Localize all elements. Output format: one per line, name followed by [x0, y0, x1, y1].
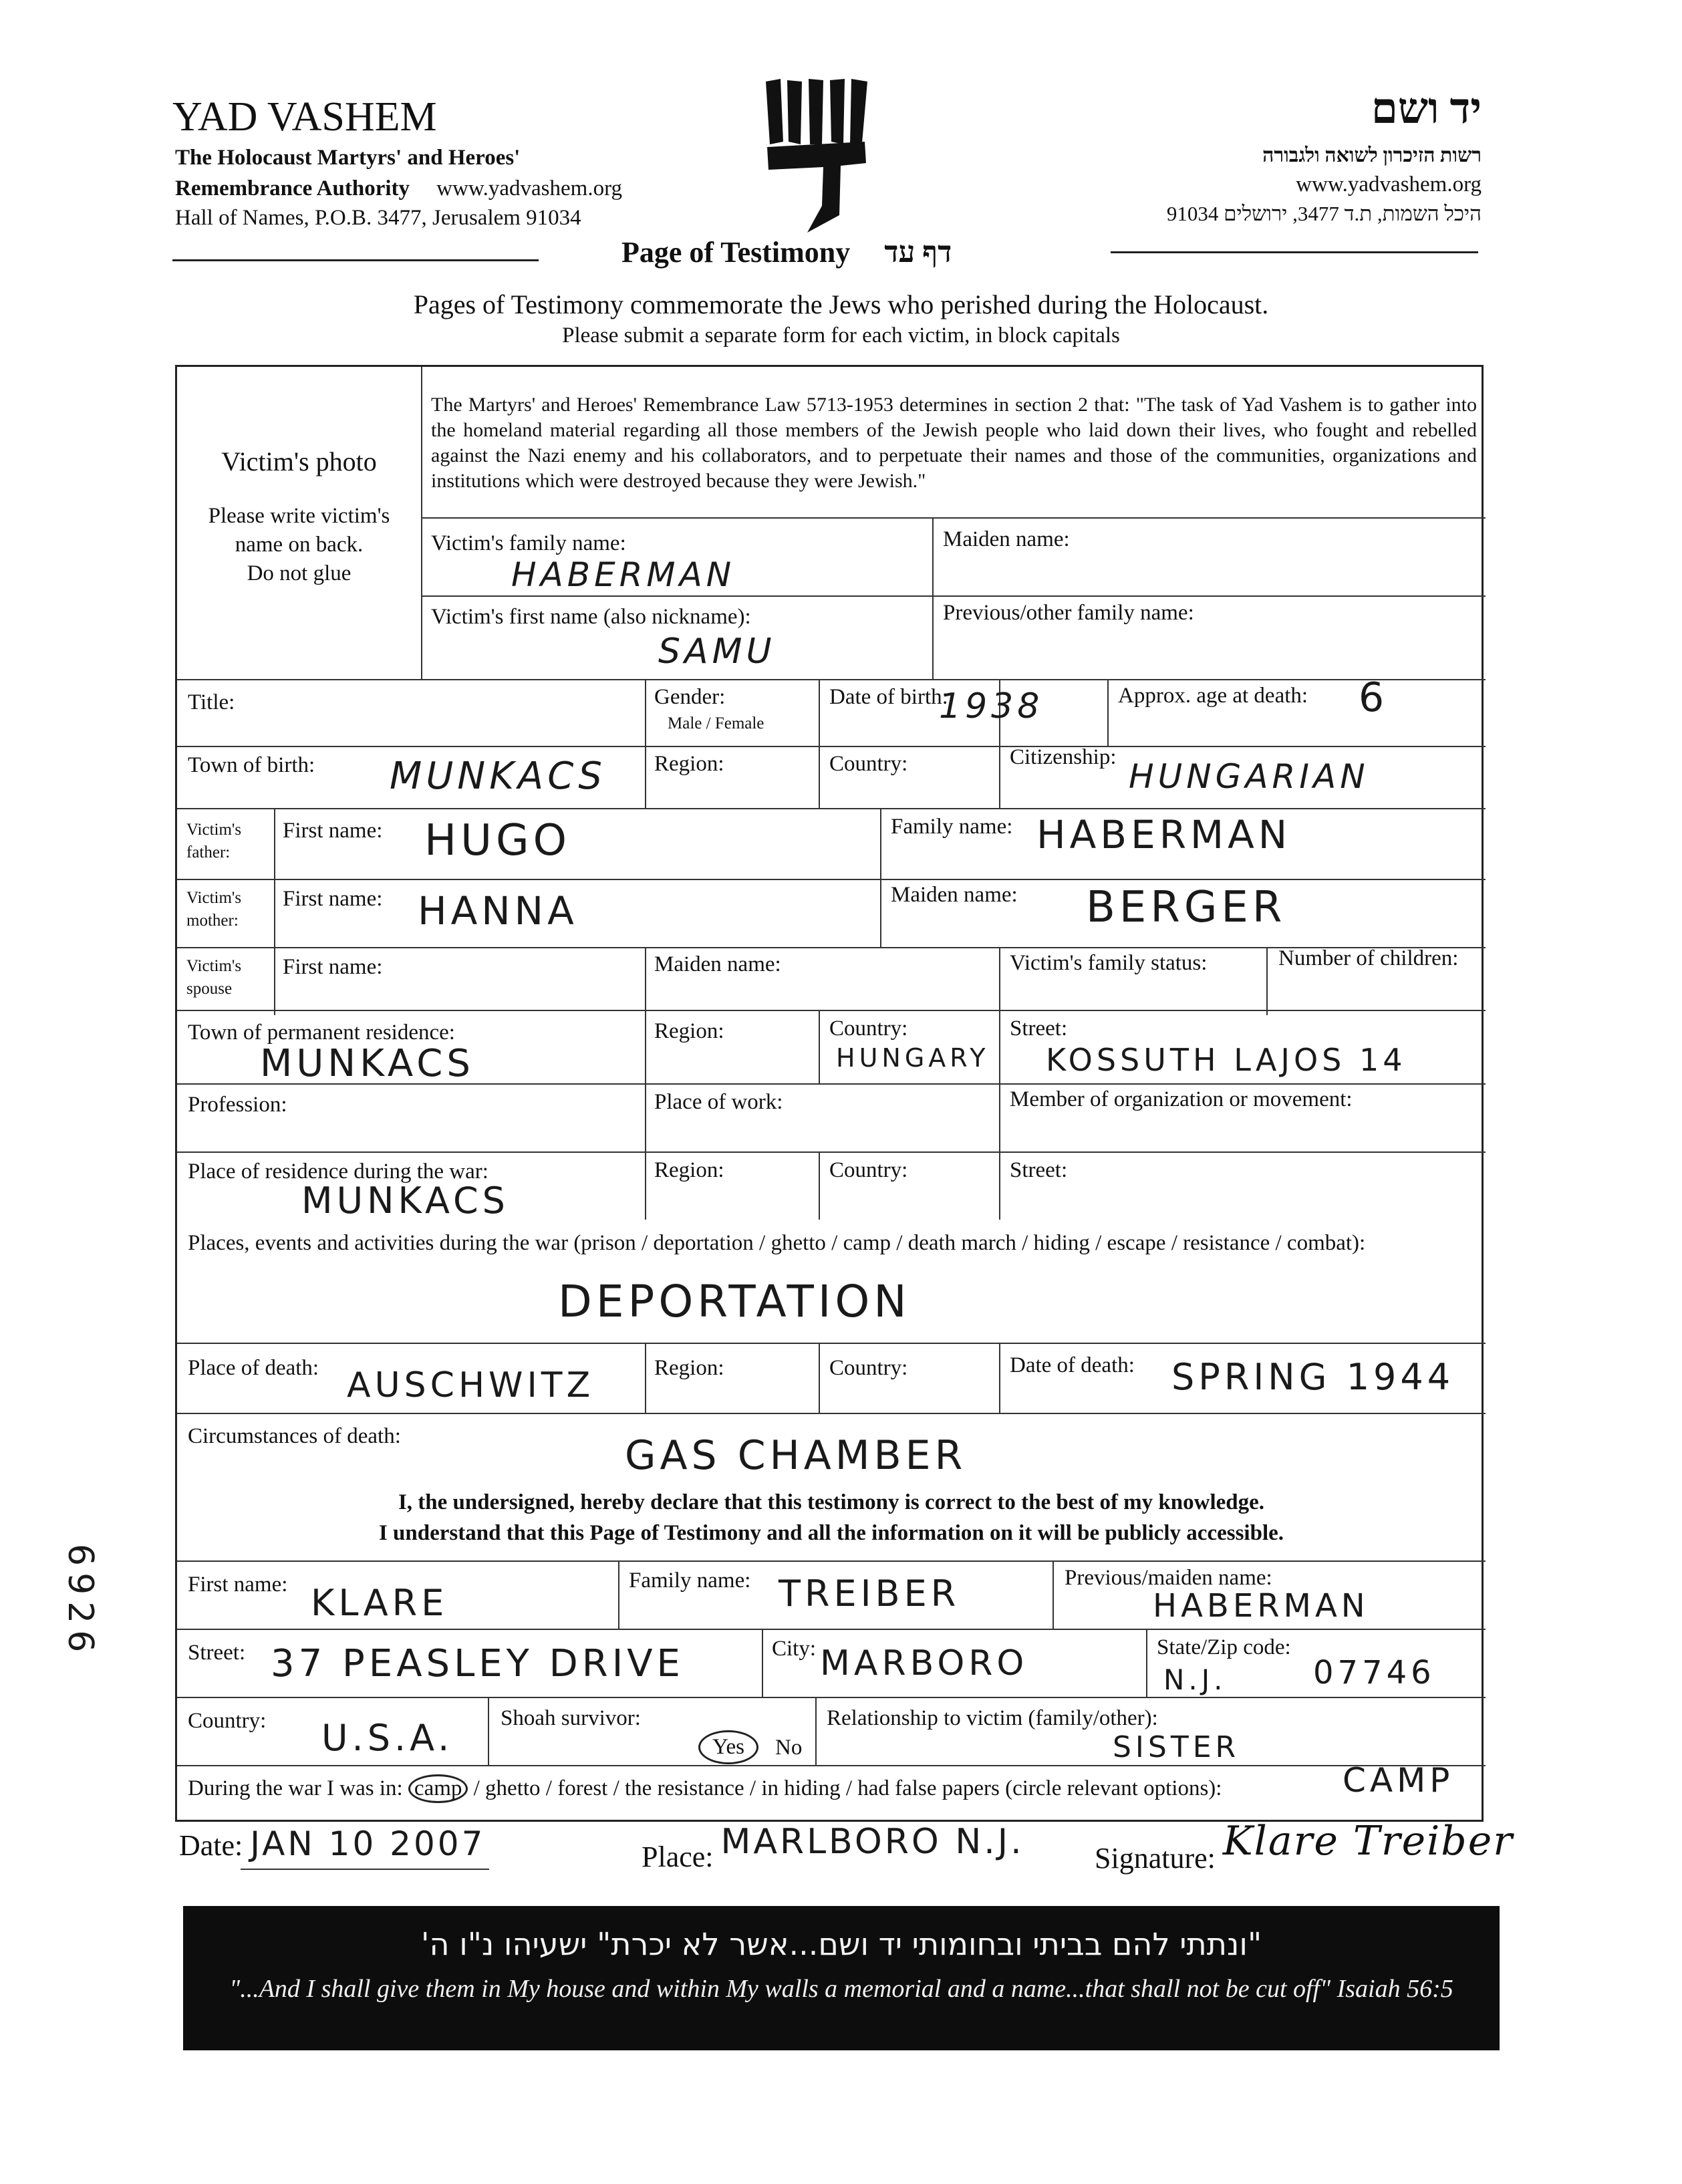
victim-family-name-value[interactable]: HABERMAN: [511, 555, 736, 594]
address-en: Hall of Names, P.O.B. 3477, Jerusalem 91034: [175, 206, 581, 230]
page-title: [621, 235, 952, 269]
camp-option[interactable]: camp: [408, 1774, 468, 1803]
gender-options: Male / Female: [668, 714, 764, 732]
age-value[interactable]: 6: [1359, 674, 1389, 721]
residence-street-label: Street:: [1010, 1016, 1068, 1041]
father-row-label: Victim's father:: [186, 821, 242, 861]
relation-value[interactable]: SISTER: [1113, 1730, 1240, 1764]
submitter-zip-value[interactable]: 07746: [1313, 1654, 1435, 1691]
yad-vashem-logo: [760, 75, 874, 235]
birth-region-label: Region:: [654, 752, 724, 776]
during-war-row: [188, 1774, 1222, 1803]
submitter-first-value[interactable]: KLARE: [311, 1582, 448, 1624]
date-label: Date:: [179, 1829, 243, 1862]
death-circ-value[interactable]: GAS CHAMBER: [625, 1432, 967, 1479]
victim-family-name-label: Victim's family name:: [431, 531, 626, 555]
father-family-label: Family name:: [891, 815, 1013, 839]
mother-first-value[interactable]: HANNA: [418, 888, 578, 934]
war-region-label: Region:: [654, 1158, 724, 1182]
mother-first-label: First name:: [283, 887, 383, 911]
war-residence-label: Place of residence during the war:: [188, 1159, 488, 1184]
submitter-street-value[interactable]: 37 PEASLEY DRIVE: [271, 1642, 684, 1685]
town-birth-value[interactable]: MUNKACS: [390, 755, 606, 798]
residence-region-label: Region:: [654, 1019, 724, 1043]
quote-hebrew: "ונתתי להם בביתי ובחומותי יד ושם...אשר לא יכרת" ישעיהו נ"ו ה': [420, 1926, 1262, 1962]
place-of-work-label: Place of work:: [654, 1090, 783, 1114]
submitter-first-label: First name:: [188, 1573, 288, 1597]
dob-label: Date of birth:: [829, 685, 948, 709]
page-title-he: דף עד: [884, 236, 952, 269]
mother-row-label: Victim's mother:: [186, 889, 242, 930]
dob-value[interactable]: 1938: [939, 686, 1044, 726]
death-country-label: Country:: [829, 1356, 908, 1380]
subtitle: Pages of Testimony commemorate the Jews who perished during the Holocaust.: [413, 289, 1269, 319]
spouse-first-label: First name:: [283, 955, 383, 979]
website-en: www.yadvashem.org: [436, 176, 622, 200]
residence-town-label: Town of permanent residence:: [188, 1020, 455, 1045]
birth-country-label: Country:: [829, 752, 908, 776]
photo-box: [177, 367, 421, 679]
submitter-country-label: Country:: [188, 1709, 267, 1733]
page-title-en: Page of Testimony: [621, 236, 851, 269]
place-row: [642, 1822, 1024, 1875]
mother-maiden-value[interactable]: BERGER: [1086, 883, 1286, 932]
submitter-prev-label: Previous/maiden name:: [1065, 1566, 1272, 1590]
submitter-prev-value[interactable]: HABERMAN: [1153, 1587, 1369, 1625]
children-label: Number of children:: [1278, 946, 1459, 970]
profession-label: Profession:: [188, 1093, 287, 1117]
quote-english: "...And I shall give them in My house and within My walls a memorial and a name...that shall not be cut off" Isaiah 56:5: [229, 1975, 1453, 2003]
testimony-form: [175, 365, 1484, 1822]
father-first-label: First name:: [283, 819, 383, 843]
declaration: [177, 1487, 1486, 1548]
org-line2-en: [175, 176, 622, 201]
org-line2-text: Remembrance Authority: [175, 176, 410, 200]
citizenship-value[interactable]: HUNGARIAN: [1129, 757, 1369, 796]
org-line1-he: רשות הזיכרון לשואה ולגבורה: [1262, 144, 1482, 166]
victim-first-name-value[interactable]: SAMU: [658, 632, 776, 672]
org-name-en: YAD VASHEM: [172, 94, 437, 140]
submitter-family-label: Family name:: [629, 1568, 751, 1593]
submitter-city-value[interactable]: MARBORO: [820, 1643, 1028, 1683]
place-value[interactable]: MARLBORO N.J.: [720, 1822, 1024, 1862]
survivor-yes[interactable]: [698, 1730, 758, 1764]
law-text: The Martyrs' and Heroes' Remembrance Law 5713-1953 determines in section 2 that: "The task of Yad Vashem is to gather into the homeland material regarding all those members of the Jewish people who laid down their lives, who fought and rebelled against the Nazi enemy and his collaborators, and to perpetuate their names and those of the communities, organizations and institutions which were destroyed because they were Jewish.": [431, 394, 1477, 492]
date-underline: [241, 1869, 489, 1870]
org-line1-en: The Holocaust Martyrs' and Heroes': [175, 146, 521, 170]
during-war-value[interactable]: CAMP: [1343, 1761, 1454, 1800]
submitter-state-label: State/Zip code:: [1157, 1635, 1291, 1659]
maiden-name-label: Maiden name:: [943, 527, 1070, 551]
survivor-yes-text: Yes: [698, 1730, 758, 1764]
residence-country-label: Country:: [829, 1016, 908, 1041]
submitter-family-value[interactable]: TREIBER: [779, 1573, 960, 1615]
war-residence-value[interactable]: MUNKACS: [301, 1180, 509, 1222]
war-places-label: Places, events and activities during the war (prison / deportation / ghetto / camp / death march / hiding / escape / resistance / combat):: [188, 1231, 1366, 1255]
member-label: Member of organization or movement:: [1010, 1087, 1353, 1111]
during-war-options: / ghetto / forest / the resistance / in hiding / had false papers (circle relevant options):: [473, 1776, 1222, 1800]
death-place-label: Place of death:: [188, 1356, 319, 1380]
header-rule-left: [172, 259, 539, 261]
survivor-no[interactable]: No: [775, 1736, 803, 1760]
family-status-label: Victim's family status:: [1010, 951, 1208, 975]
death-place-value[interactable]: AUSCHWITZ: [347, 1365, 595, 1405]
title-label: Title:: [188, 690, 235, 714]
address-he: היכל השמות, ת.ד 3477, ירושלים 91034: [1166, 202, 1482, 225]
war-places-value[interactable]: DEPORTATION: [558, 1276, 911, 1327]
org-name-he: יד ושם: [1371, 85, 1482, 132]
relation-label: Relationship to victim (family/other):: [827, 1706, 1158, 1730]
residence-town-value[interactable]: MUNKACS: [260, 1042, 474, 1085]
submitter-state-value[interactable]: N.J.: [1163, 1663, 1227, 1696]
death-circ-label: Circumstances of death:: [188, 1424, 401, 1448]
date-row: [179, 1824, 485, 1863]
date-value[interactable]: JAN 10 2007: [250, 1824, 486, 1863]
war-street-label: Street:: [1010, 1158, 1068, 1182]
photo-note-3: Do not glue: [247, 561, 352, 585]
death-date-value[interactable]: SPRING 1944: [1171, 1356, 1455, 1398]
submitter-city-label: City:: [772, 1637, 817, 1661]
side-number: 6926: [60, 1544, 100, 1659]
survivor-label: Shoah survivor:: [501, 1706, 641, 1730]
mother-maiden-label: Maiden name:: [891, 883, 1018, 907]
signature-value[interactable]: Klare Treiber: [1222, 1818, 1514, 1865]
photo-title: Victim's photo: [221, 446, 377, 476]
spouse-maiden-label: Maiden name:: [654, 952, 781, 976]
death-region-label: Region:: [654, 1356, 724, 1380]
gender-label: Gender:: [654, 685, 726, 709]
header-rule-right: [1111, 251, 1478, 253]
victim-first-name-label: Victim's first name (also nickname):: [431, 605, 751, 629]
quote-banner: [183, 1906, 1500, 2050]
instruction: Please submit a separate form for each victim, in block capitals: [562, 323, 1120, 348]
photo-note-1: Please write victim's: [208, 504, 390, 528]
submitter-street-label: Street:: [188, 1641, 246, 1665]
place-label: Place:: [642, 1840, 714, 1873]
citizenship-label: Citizenship:: [1010, 745, 1117, 769]
submitter-country-value[interactable]: U.S.A.: [321, 1717, 454, 1759]
spouse-row-label: Victim's spouse: [186, 957, 242, 998]
death-date-label: Date of death:: [1010, 1353, 1135, 1377]
war-country-label: Country:: [829, 1158, 908, 1182]
town-birth-label: Town of birth:: [188, 753, 315, 777]
age-label: Approx. age at death:: [1118, 684, 1308, 708]
during-war-label: During the war I was in:: [188, 1776, 403, 1800]
father-family-value[interactable]: HABERMAN: [1036, 812, 1292, 857]
father-first-value[interactable]: HUGO: [424, 816, 571, 865]
signature-row: [1095, 1818, 1514, 1878]
declaration-line-2: I understand that this Page of Testimony and all the information on it will be publicly accessible.: [378, 1521, 1284, 1545]
residence-street-value[interactable]: KOSSUTH LAJOS 14: [1046, 1042, 1407, 1078]
residence-country-value[interactable]: HUNGARY: [836, 1043, 990, 1073]
signature-label: Signature:: [1095, 1842, 1216, 1875]
website-he: www.yadvashem.org: [1296, 172, 1482, 196]
prev-family-name-label: Previous/other family name:: [943, 601, 1194, 625]
photo-note-2: name on back.: [235, 533, 364, 557]
declaration-line-1: I, the undersigned, hereby declare that this testimony is correct to the best of my knowledge.: [398, 1490, 1265, 1514]
